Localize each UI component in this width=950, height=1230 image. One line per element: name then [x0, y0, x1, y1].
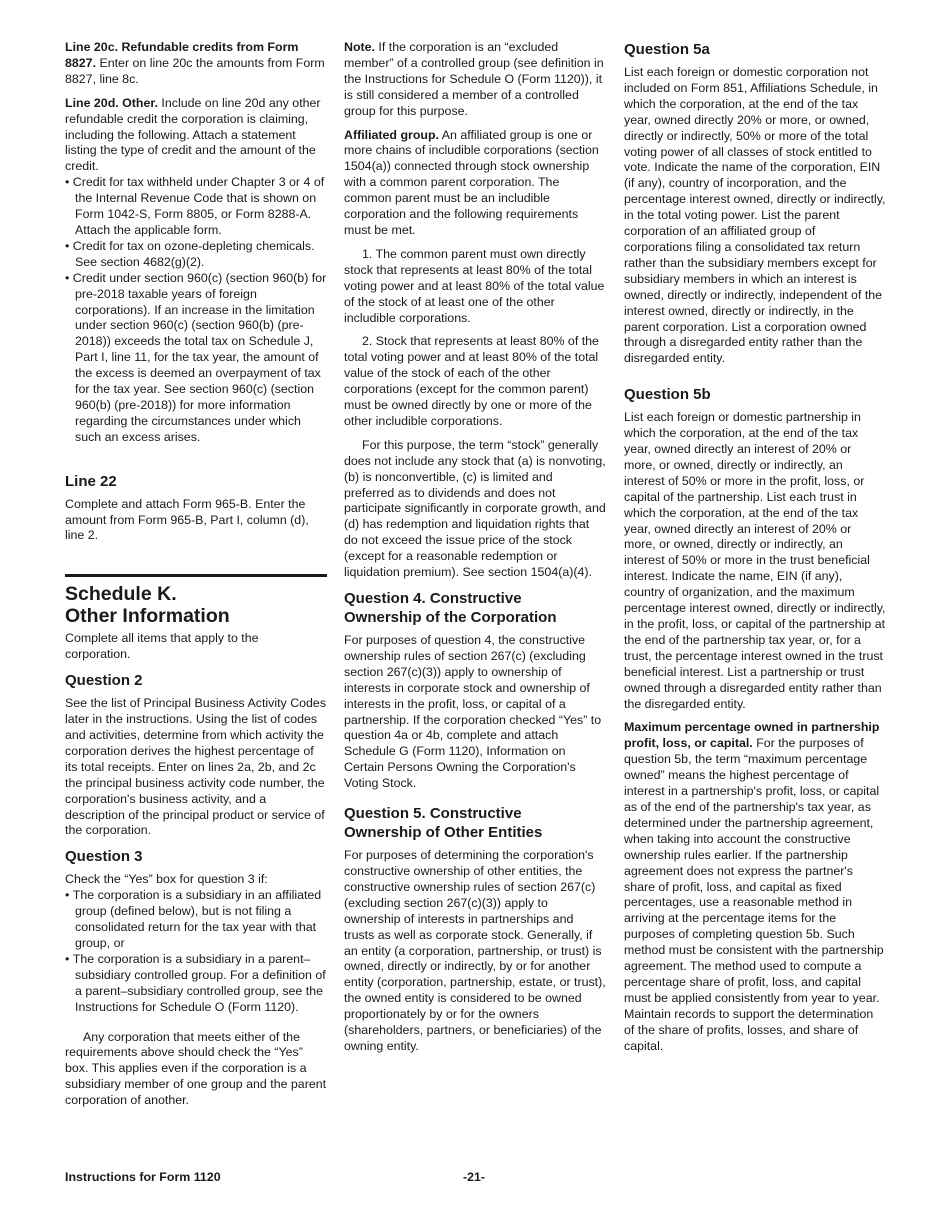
bullet-item: • The corporation is a subsidiary in an affiliated group (defined below), but is not filing a consolidated return for the tax year with that group, or [65, 888, 322, 950]
question-5b-heading: Question 5b [624, 386, 711, 404]
question-5a-heading: Question 5a [624, 41, 710, 58]
schedule-k-intro: Complete all items that apply to the corporation. [65, 631, 259, 662]
question-3-heading: Question 3 [65, 848, 143, 866]
note-heading: Note. [344, 40, 375, 54]
note-paragraph: Note. If the corporation is an “excluded member” of a controlled group (see definition in the Instructions for Schedule O (Form 1120)), it is still considered a member of a controlled group for this purpose. [344, 40, 604, 118]
affiliated-group-paragraph: Affiliated group. An affiliated group is one or more chains of includible corporations (section 1504(a)) connected through stock ownership with a common parent corporation. The common parent must be an includible corporation and the following requirements must be met. [344, 127, 599, 237]
bullet-item: • Credit for tax on ozone-depleting chemicals. See section 4682(g)(2). [65, 238, 315, 269]
column-right [624, 40, 886, 1062]
question-5-text: For purposes of determining the corporation's constructive ownership of other entities, the constructive ownership rules of section 267(c) (excluding section 267(c)(3)) apply to ownership of interests in partnerships and trusts as well as corporate stock. Generally, if an entity (a corporation, partnership, or trust) is owned, directly or indirectly, by or for another entity (corporation, partnership, estate, or trust), the owned entity is considered to be owned proportionately by or for the owners (shareholders, partners, or beneficiaries) of the owning entity. [344, 848, 606, 1053]
column-left [65, 40, 327, 1117]
affiliated-item-2: 2. Stock that represents at least 80% of the total voting power and at least 80% of the total value of the stock of each of the other corporations (except for the common parent) must be owned directly by one or more of the other includible corporations. [344, 334, 599, 428]
stock-definition: For this purpose, the term “stock” generally does not include any stock that (a) is nonvoting, (b) is nonconvertible, (c) is limited and preferred as to dividends and does not participate significantly in corporate growth, and (d) has redemption and liquidation rights that do not exceed the issue price of the stock (except for a reasonable redemption or liquidation premium). See section 1504(a)(4). [344, 437, 606, 580]
question-4-text: For purposes of question 4, the constructive ownership rules of section 267(c) (excluding section 267(c)(3)) apply to ownership of interests in corporate stock and ownership of interests in the profit, loss, or capital of a partnership. If the corporation checked “Yes” to question 4a or 4b, complete and attach Schedule G (Form 1120), Information on Certain Persons Owning the Corporation's Voting Stock. [344, 633, 602, 791]
bullet-item: • Credit under section 960(c) (section 960(b) for pre-2018 taxable years of foreign corporations). If an increase in the limitation under section 960(c) (section 960(b) (pre-2018)) exceeds the total tax on Schedule J, Part I, line 11, for the tax year, the amount of the excess is deemed an overpayment of tax for the tax year. See section 960(c) (section 960(b) (pre-2018)) for more information regarding the circumstances under which such an excess arises. [65, 270, 327, 444]
line-22-heading: Line 22 [65, 472, 117, 490]
question-5a-text: List each foreign or domestic corporation not included on Form 851, Affiliations Schedule, in which the corporation, at the end of the tax year, owned directly 20% or more, or owned, directly or indirectly, 50% or more of the total voting power of all classes of stock entitled to vote. Indicate the name of the corporation, EIN (if any), country of incorporation, and the percentage interest owned, directly or indirectly, in the total voting power. List the parent corporation of an affiliated group of corporations filing a consolidated tax return rather than the subsidiary members except for subsidiary members in which an interest is owned, directly or indirectly, independent of the interest owned, directly or indirectly, in the parent corporation. List a corporation owned through a disregarded entity rather than the disregarded entity. [624, 65, 886, 366]
line-20d-heading: Line 20d. Other. [65, 95, 158, 110]
max-percentage-heading: Maximum percentage owned in partnership profit, loss, or capital. [624, 720, 880, 751]
column-middle [344, 40, 606, 1063]
bullet-item: • Credit for tax withheld under Chapter 3 or 4 of the Internal Revenue Code that is shown on Form 1042-S, Form 8805, or Form 8288-A. Attach the applicable form. [65, 175, 325, 237]
question-2-text: See the list of Principal Business Activity Codes later in the instructions. Using the list of codes and activities, determine from which activity the corporation derives the highest percentage of its total receipts. Enter on lines 2a, 2b, and 2c the principal business activity code number, the corporation's business activity, and a description of the principal product or service of the corporation. [65, 696, 327, 838]
line-20c-text: Enter on line 20c the amounts from Form 8827, line 8c. [65, 55, 325, 86]
footer-form-title: Instructions for Form 1120 [65, 1170, 221, 1184]
question-2-heading: Question 2 [65, 672, 143, 690]
affiliated-group-heading: Affiliated group. [344, 127, 439, 142]
question-5b-text: List each foreign or domestic partnership in which the corporation, at the end of the tax year, owned directly an interest of 20% or more, or owned, directly or indirectly, an interest of 50% or more in the profit, loss, or capital of the partnership. List each trust in which the corporation, at the end of the tax year, owned directly an interest of 20% or more, or owned, directly or indirectly, an interest of 50% or more in the trust beneficial interest. Indicate the name, EIN (if any), country of organization, and the maximum percentage interest owned, directly or indirectly, in the profit, loss, or capital of the partnership at the end of the partnership tax year, or, for a trust, the percentage interest owned in the trust beneficial interest. List a partnership or trust owned through a disregarded entity rather than the disregarded entity. [624, 410, 886, 711]
question-3-intro: Check the “Yes” box for question 3 if: [65, 872, 268, 887]
bullet-item: • The corporation is a subsidiary in a parent–subsidiary controlled group. For a definition of a parent–subsidiary controlled group, see the Instructions for Schedule O (Form 1120). [65, 951, 326, 1014]
schedule-k-title: Schedule K. Other Information [65, 574, 327, 627]
question-4-heading: Question 4. Constructive Ownership of the Corporation [344, 590, 557, 626]
question-5-heading: Question 5. Constructive Ownership of Other Entities [344, 805, 543, 842]
line-22-text: Complete and attach Form 965-B. Enter the amount from Form 965-B, Part I, column (d), line 2. [65, 496, 309, 543]
line-20d-paragraph [65, 96, 327, 176]
max-percentage-paragraph: Maximum percentage owned in partnership profit, loss, or capital. For the purposes of question 5b, the term “maximum percentage owned” means the highest percentage of interest in a partnership's profit, loss, or capital as of the end of the partnership's tax year, as determined under the partnership agreement, when taking into account the constructive ownership rules earlier. If the partnership agreement does not express the partner's share of profit, loss, and capital as fixed percentages, use a reasonable method in arriving at the percentage items for the purposes of completing question 5b. Such method must be consistent with the partnership agreement. The method used to compute a percentage share of profit, loss, and capital must be applied consistently from year to year. Maintain records to support the determination of the share of profits, losses, and share of capital. [624, 720, 884, 1053]
line-20c-heading: Line 20c. Refundable credits from Form 8827. [65, 40, 299, 70]
page-number: -21- [463, 1170, 486, 1184]
line-20c-paragraph [65, 40, 327, 88]
question-3-para: Any corporation that meets either of the requirements above should check the “Yes” box. This applies even if the corporation is a subsidiary member of one group and the parent corporation of another. [65, 1029, 327, 1108]
line-20d-text: Include on line 20d any other refundable credit the corporation is claiming, including the following. Attach a statement listing the type of credit and the amount of the credit. [65, 95, 321, 174]
affiliated-item-1: 1. The common parent must own directly stock that represents at least 80% of the total voting power and at least 80% of the total value of the stock of at least one of the other includible corporations. [344, 246, 605, 325]
